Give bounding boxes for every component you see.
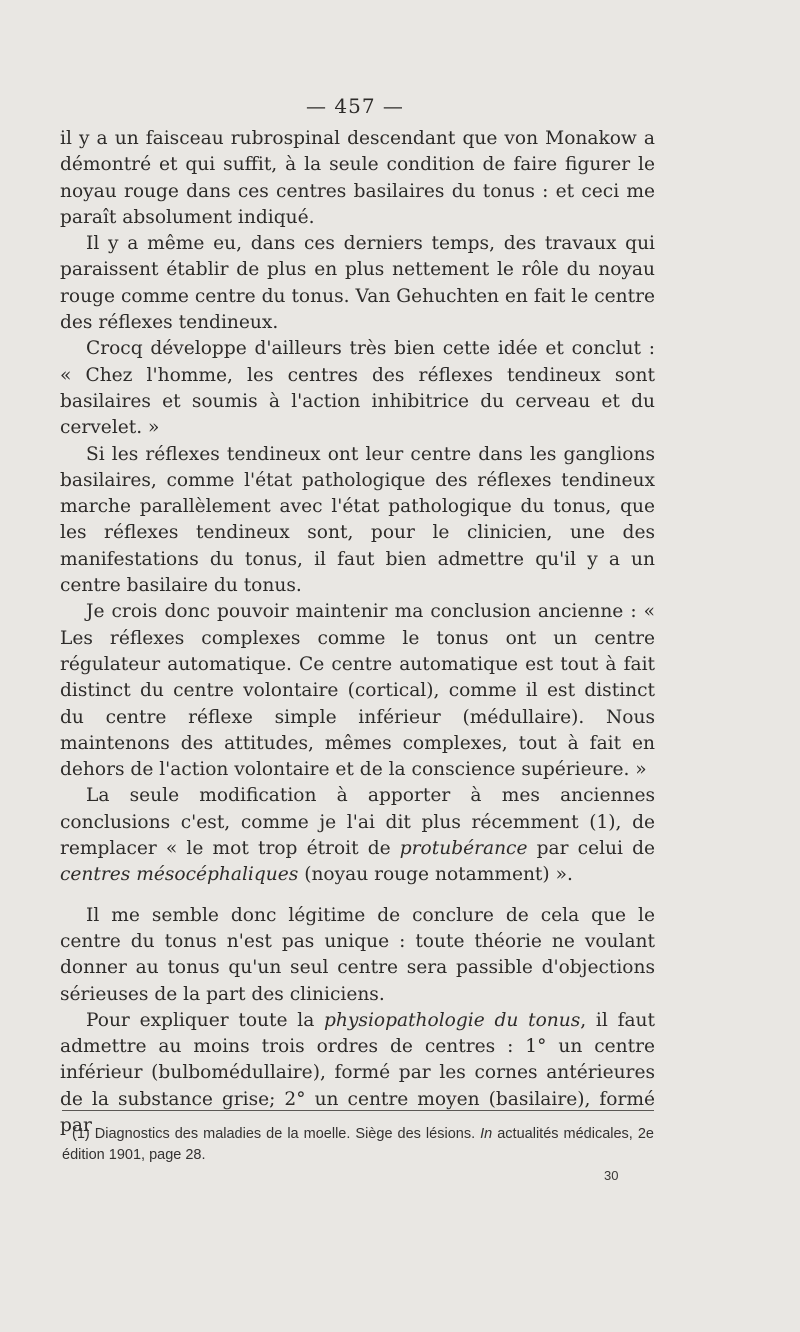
- paragraph-4: Si les réflexes tendineux ont leur centre dans les ganglions basilaires, comme l'état pathologique des réflexes tendineux marche parallèlement avec l'état pathologique du tonus, que les réflexes tendineux sont, pour le clinicien, une des manifestations du tonus, il faut bien admettre qu'il y a un centre basilaire du tonus.: [60, 443, 655, 597]
- paragraph-8-text-2: , il faut admettre au moins trois ordres de centres : 1° un centre inférieur (bulbomédullaire), formé par les cornes antérieures de la substance grise; 2° un centre moyen (basilaire), formé par: [60, 1009, 655, 1136]
- paragraph-6: [60, 783, 655, 888]
- paragraph-5: Je crois donc pouvoir maintenir ma conclusion ancienne : « Les réflexes complexes comme le tonus ont un centre régulateur automatique. Ce centre automatique est tout à fait distinct du centre volontaire (cortical), comme il est distinct du centre réflexe simple inférieur (médullaire). Nous maintenons des attitudes, mêmes complexes, tout à fait en dehors de l'action volontaire et de la conscience supérieure. »: [60, 601, 655, 781]
- paragraph-6-italic-2: centres mésocéphaliques: [60, 864, 299, 886]
- paragraph-6-text-2: par celui de: [527, 838, 655, 860]
- footnote-rule: [62, 1110, 654, 1111]
- paragraph-7: Il me semble donc légitime de conclure de cela que le centre du tonus n'est pas unique : toute théorie ne voulant donner au tonus qu'un seul centre sera passible d'objections sérieuses de la part des cliniciens.: [60, 904, 655, 1005]
- page-number: — 457 —: [306, 94, 404, 118]
- signature-mark: 30: [604, 1168, 619, 1183]
- paragraph-6-text-3: (noyau rouge notamment) ».: [298, 864, 573, 886]
- footnote-text-1: (1) Diagnostics des maladies de la moelle. Siège des lésions.: [72, 1126, 481, 1142]
- footnote: [62, 1124, 654, 1166]
- footnote-text-2: actualités médicales, 2e édition 1901, page 28.: [62, 1126, 654, 1163]
- footnote-italic: In: [480, 1126, 493, 1142]
- paragraph-6-italic-1: protubérance: [399, 838, 528, 860]
- footnote-text: [62, 1124, 654, 1166]
- paragraph-8-italic-1: physiopathologie du tonus: [324, 1009, 581, 1031]
- paragraph-2: Il y a même eu, dans ces derniers temps, des travaux qui paraissent établir de plus en plus nettement le rôle du noyau rouge comme centre du tonus. Van Gehuchten en fait le centre des réflexes tendineux.: [60, 233, 655, 334]
- paragraph-8: [60, 1008, 655, 1139]
- paragraph-6-text-1: La seule modification à apporter à mes anciennes conclusions c'est, comme je l'ai dit plus récemment (1), de remplacer « le mot trop étroit de: [60, 785, 655, 860]
- paragraph-1: il y a un faisceau rubrospinal descendant que von Monakow a démontré et qui suffit, à la seule condition de faire figurer le noyau rouge dans ces centres basilaires du tonus : et ceci me paraît absolument indiqué.: [60, 128, 655, 228]
- body-text: [60, 126, 655, 1139]
- paragraph-8-text-1: Pour expliquer toute la: [86, 1009, 325, 1031]
- paragraph-3: Crocq développe d'ailleurs très bien cette idée et conclut : « Chez l'homme, les centres des réflexes tendineux sont basilaires et soumis à l'action inhibitrice du cerveau et du cervelet. »: [60, 338, 655, 439]
